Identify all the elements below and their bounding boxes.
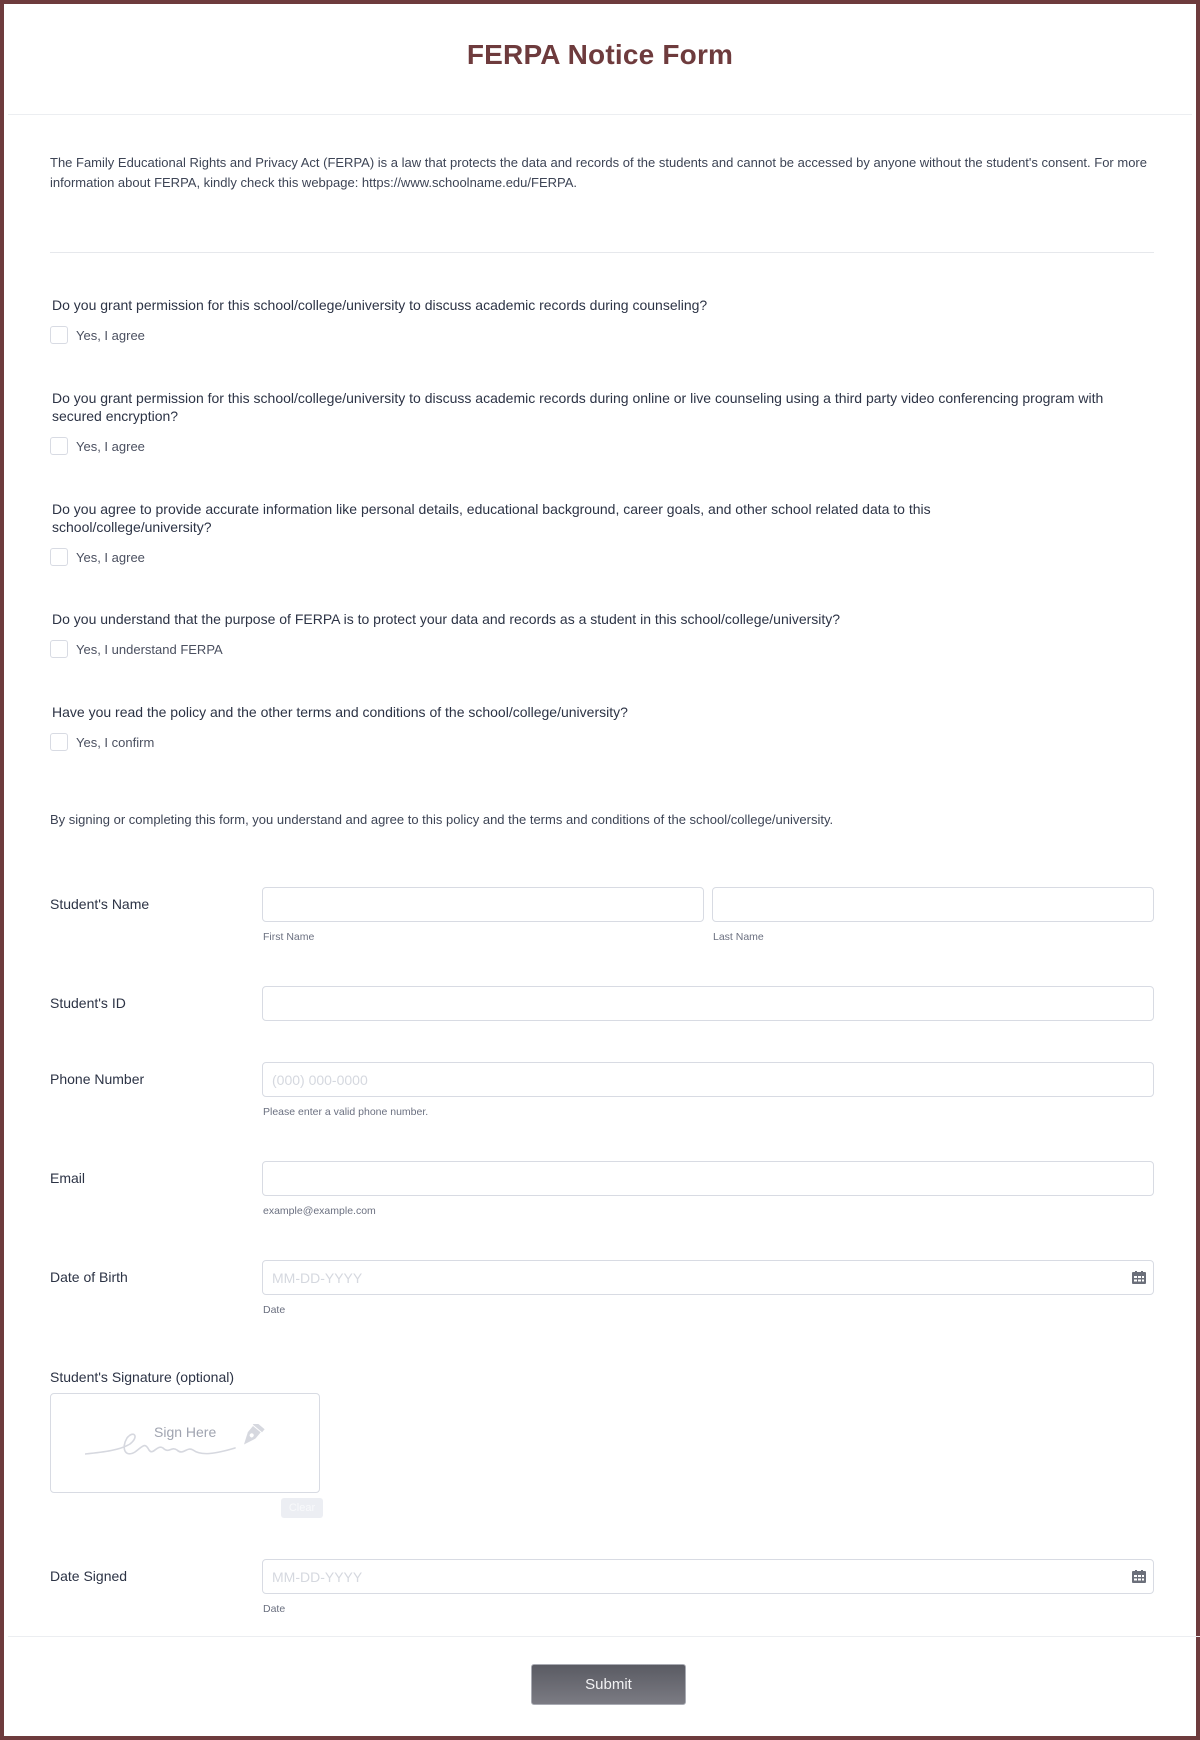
- question-accurate-info: [52, 500, 1112, 566]
- question-text: Do you agree to provide accurate information like personal details, educational background, career goals, and other school related data to this school/college/university?: [52, 501, 931, 535]
- calendar-icon[interactable]: [1132, 1570, 1146, 1583]
- question-text: Do you grant permission for this school/college/university to discuss academic records during online or live counseling using a third party video conferencing program with secured encryption?: [52, 390, 1104, 424]
- form-header: [8, 4, 1192, 115]
- dob-input[interactable]: [262, 1260, 1154, 1295]
- signature-label: Student's Signature (optional): [50, 1369, 235, 1385]
- question-online-counseling: [52, 389, 1112, 455]
- signature-pad[interactable]: [50, 1393, 320, 1493]
- calendar-icon[interactable]: [1132, 1271, 1146, 1284]
- footer-divider: [8, 1636, 1200, 1637]
- checkbox[interactable]: [50, 548, 68, 566]
- dob-sublabel: Date: [263, 1304, 286, 1316]
- date-signed-sublabel: Date: [263, 1603, 286, 1615]
- submit-button[interactable]: Submit: [531, 1664, 686, 1705]
- section-divider: [50, 252, 1154, 253]
- last-name-input[interactable]: [712, 887, 1154, 922]
- confirm-checkbox-option[interactable]: [50, 733, 1112, 751]
- checkbox[interactable]: [50, 326, 68, 344]
- agree-checkbox-option[interactable]: [50, 326, 1112, 344]
- last-name-sublabel: Last Name: [713, 931, 764, 943]
- page-title: FERPA Notice Form: [466, 39, 734, 70]
- field-label: Student's ID: [50, 995, 126, 1011]
- option-label: Yes, I agree: [76, 438, 145, 454]
- first-name-sublabel: First Name: [263, 931, 315, 943]
- question-text: Have you read the policy and the other terms and conditions of the school/college/university?: [52, 704, 628, 720]
- sign-here-placeholder: Sign Here: [154, 1424, 217, 1440]
- date-signed-input[interactable]: [262, 1559, 1154, 1594]
- option-label: Yes, I understand FERPA: [76, 641, 223, 657]
- email-input[interactable]: [262, 1161, 1154, 1196]
- agree-checkbox-option[interactable]: [50, 437, 1112, 455]
- clear-signature-button[interactable]: Clear: [281, 1498, 323, 1518]
- signature-scribble-icon: [85, 1424, 285, 1464]
- policy-statement: By signing or completing this form, you understand and agree to this policy and the terms and conditions of the school/college/university.: [50, 812, 834, 827]
- field-label: Phone Number: [50, 1071, 145, 1087]
- student-id-input[interactable]: [262, 986, 1154, 1021]
- field-label: Email: [50, 1170, 86, 1186]
- question-counseling: [52, 296, 1112, 344]
- checkbox[interactable]: [50, 733, 68, 751]
- understand-checkbox-option[interactable]: [50, 640, 1112, 658]
- first-name-input[interactable]: [262, 887, 704, 922]
- option-label: Yes, I agree: [76, 327, 145, 343]
- question-read-policy: [52, 703, 1112, 751]
- field-label: Date of Birth: [50, 1269, 128, 1285]
- question-understand-ferpa: [52, 610, 1112, 658]
- question-text: Do you grant permission for this school/college/university to discuss academic records during counseling?: [52, 297, 708, 313]
- agree-checkbox-option[interactable]: [50, 548, 1112, 566]
- intro-paragraph: The Family Educational Rights and Privacy Act (FERPA) is a law that protects the data and records of the students and cannot be accessed by anyone without the student's consent. For more information about FERPA, kindly check this webpage: https://www.schoolname.edu/FERPA.: [50, 155, 1147, 190]
- checkbox[interactable]: [50, 437, 68, 455]
- checkbox[interactable]: [50, 640, 68, 658]
- phone-input[interactable]: [262, 1062, 1154, 1097]
- email-sublabel: example@example.com: [263, 1205, 376, 1217]
- option-label: Yes, I agree: [76, 549, 145, 565]
- question-text: Do you understand that the purpose of FERPA is to protect your data and records as a student in this school/college/university?: [52, 611, 841, 627]
- option-label: Yes, I confirm: [76, 734, 155, 750]
- field-label: Student's Name: [50, 896, 150, 912]
- phone-sublabel: Please enter a valid phone number.: [263, 1106, 429, 1118]
- field-label: Date Signed: [50, 1568, 128, 1584]
